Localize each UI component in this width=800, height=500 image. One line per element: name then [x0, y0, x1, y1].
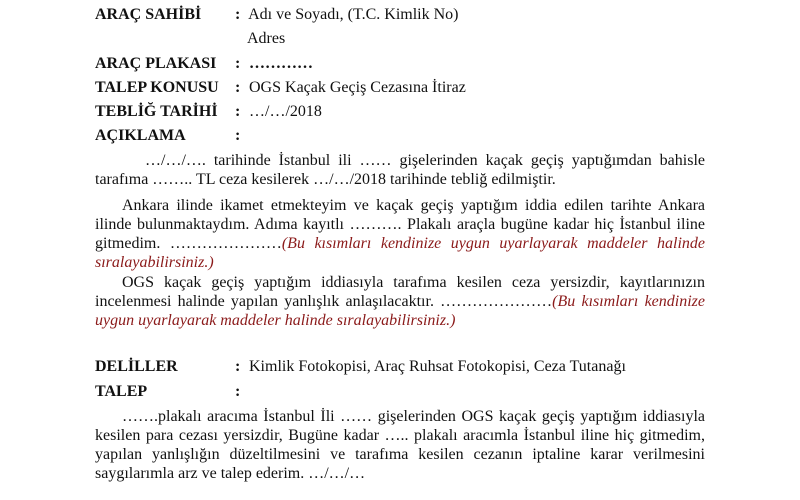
paragraph-line: ilinde bulunmaktaydım. Adıma kayıtlı ………. Plakalı araçla bugüne kadar hiç İstanbul iline	[95, 216, 705, 233]
arac-plakasi-label: ARAÇ PLAKASI	[95, 55, 217, 72]
talep-label: TALEP	[95, 383, 148, 400]
paragraph-line-with-note	[95, 234, 705, 253]
deliller-label: DELİLLER	[95, 358, 178, 375]
aciklama-label: AÇIKLAMA	[95, 127, 186, 144]
paragraph-1	[95, 151, 705, 189]
paragraph-text: gitmedim. …………………	[95, 235, 282, 252]
colon: :	[235, 383, 241, 400]
adres-value: Adres	[247, 30, 286, 47]
teblig-tarihi-row	[95, 102, 322, 122]
arac-sahibi-value: Adı ve Soyadı, (T.C. Kimlik No)	[248, 6, 459, 23]
instruction-note: (Bu kısımları kendinize	[552, 293, 705, 310]
paragraph-text: incelenmesi halinde yapılan yanlışlık anlaşılacaktır. …………………	[95, 293, 553, 310]
paragraph-2	[95, 196, 705, 272]
paragraph-line: Ankara ilinde ikamet etmekteyim ve kaçak geçiş yaptığım iddia edilen tarihte Ankara	[122, 197, 705, 214]
colon: :	[235, 127, 241, 144]
paragraph-line: OGS kaçak geçiş yaptığım iddiasıyla tarafıma kesilen ceza yersizdir, kayıtlarınızın	[122, 274, 705, 291]
deliller-row	[95, 357, 626, 377]
talep-konusu-label: TALEP KONUSU	[95, 79, 219, 96]
colon: :	[235, 103, 241, 120]
arac-plakasi-row	[95, 54, 313, 74]
talep-konusu-value: OGS Kaçak Geçiş Cezasına İtiraz	[249, 79, 466, 96]
paragraph-line: kesilen para cezası yersizdir, Bugüne kadar ….. plakalı aracımla İstanbul iline hiç gitmedim,	[95, 427, 705, 444]
deliller-value: Kimlik Fotokopisi, Araç Ruhsat Fotokopisi, Ceza Tutanağı	[249, 358, 626, 375]
talep-row	[95, 382, 245, 402]
talep-konusu-row	[95, 78, 466, 98]
teblig-tarihi-value: …/…/2018	[249, 103, 322, 120]
arac-plakasi-value: …………	[249, 55, 313, 72]
talep-paragraph	[95, 407, 705, 483]
instruction-note: sıralayabilirsiniz.)	[95, 254, 214, 271]
instruction-note: uygun uyarlayarak maddeler halinde sıralayabilirsiniz.)	[95, 312, 456, 329]
arac-sahibi-row	[95, 5, 458, 25]
teblig-tarihi-label: TEBLİĞ TARİHİ	[95, 103, 218, 120]
aciklama-row	[95, 126, 245, 146]
arac-sahibi-label: ARAÇ SAHİBİ	[95, 6, 202, 23]
colon: :	[235, 6, 241, 23]
colon: :	[235, 79, 241, 96]
paragraph-line-with-note	[95, 292, 705, 311]
paragraph-line: yapılan yanlışlığın düzeltilmesini ve tarafıma kesilen cezanın iptaline karar verilmesini	[95, 446, 705, 463]
instruction-note: (Bu kısımları kendinize uygun uyarlayarak maddeler halinde	[281, 235, 706, 252]
paragraph-3	[95, 273, 705, 330]
paragraph-line: …/…/…. tarihinde İstanbul ili …… gişelerinden kaçak geçiş yaptığımdan bahisle	[145, 152, 705, 169]
colon: :	[235, 358, 241, 375]
paragraph-line: tarafıma …….. TL ceza kesilerek …/…/2018 tarihinde tebliğ edilmiştir.	[95, 171, 556, 188]
colon: :	[235, 55, 241, 72]
paragraph-line: saygılarımla arz ve talep ederim. …/…/…	[95, 465, 366, 482]
paragraph-line: …….plakalı aracıma İstanbul İli …… gişelerinden OGS kaçak geçiş yaptığım iddiasıyla	[122, 408, 705, 425]
